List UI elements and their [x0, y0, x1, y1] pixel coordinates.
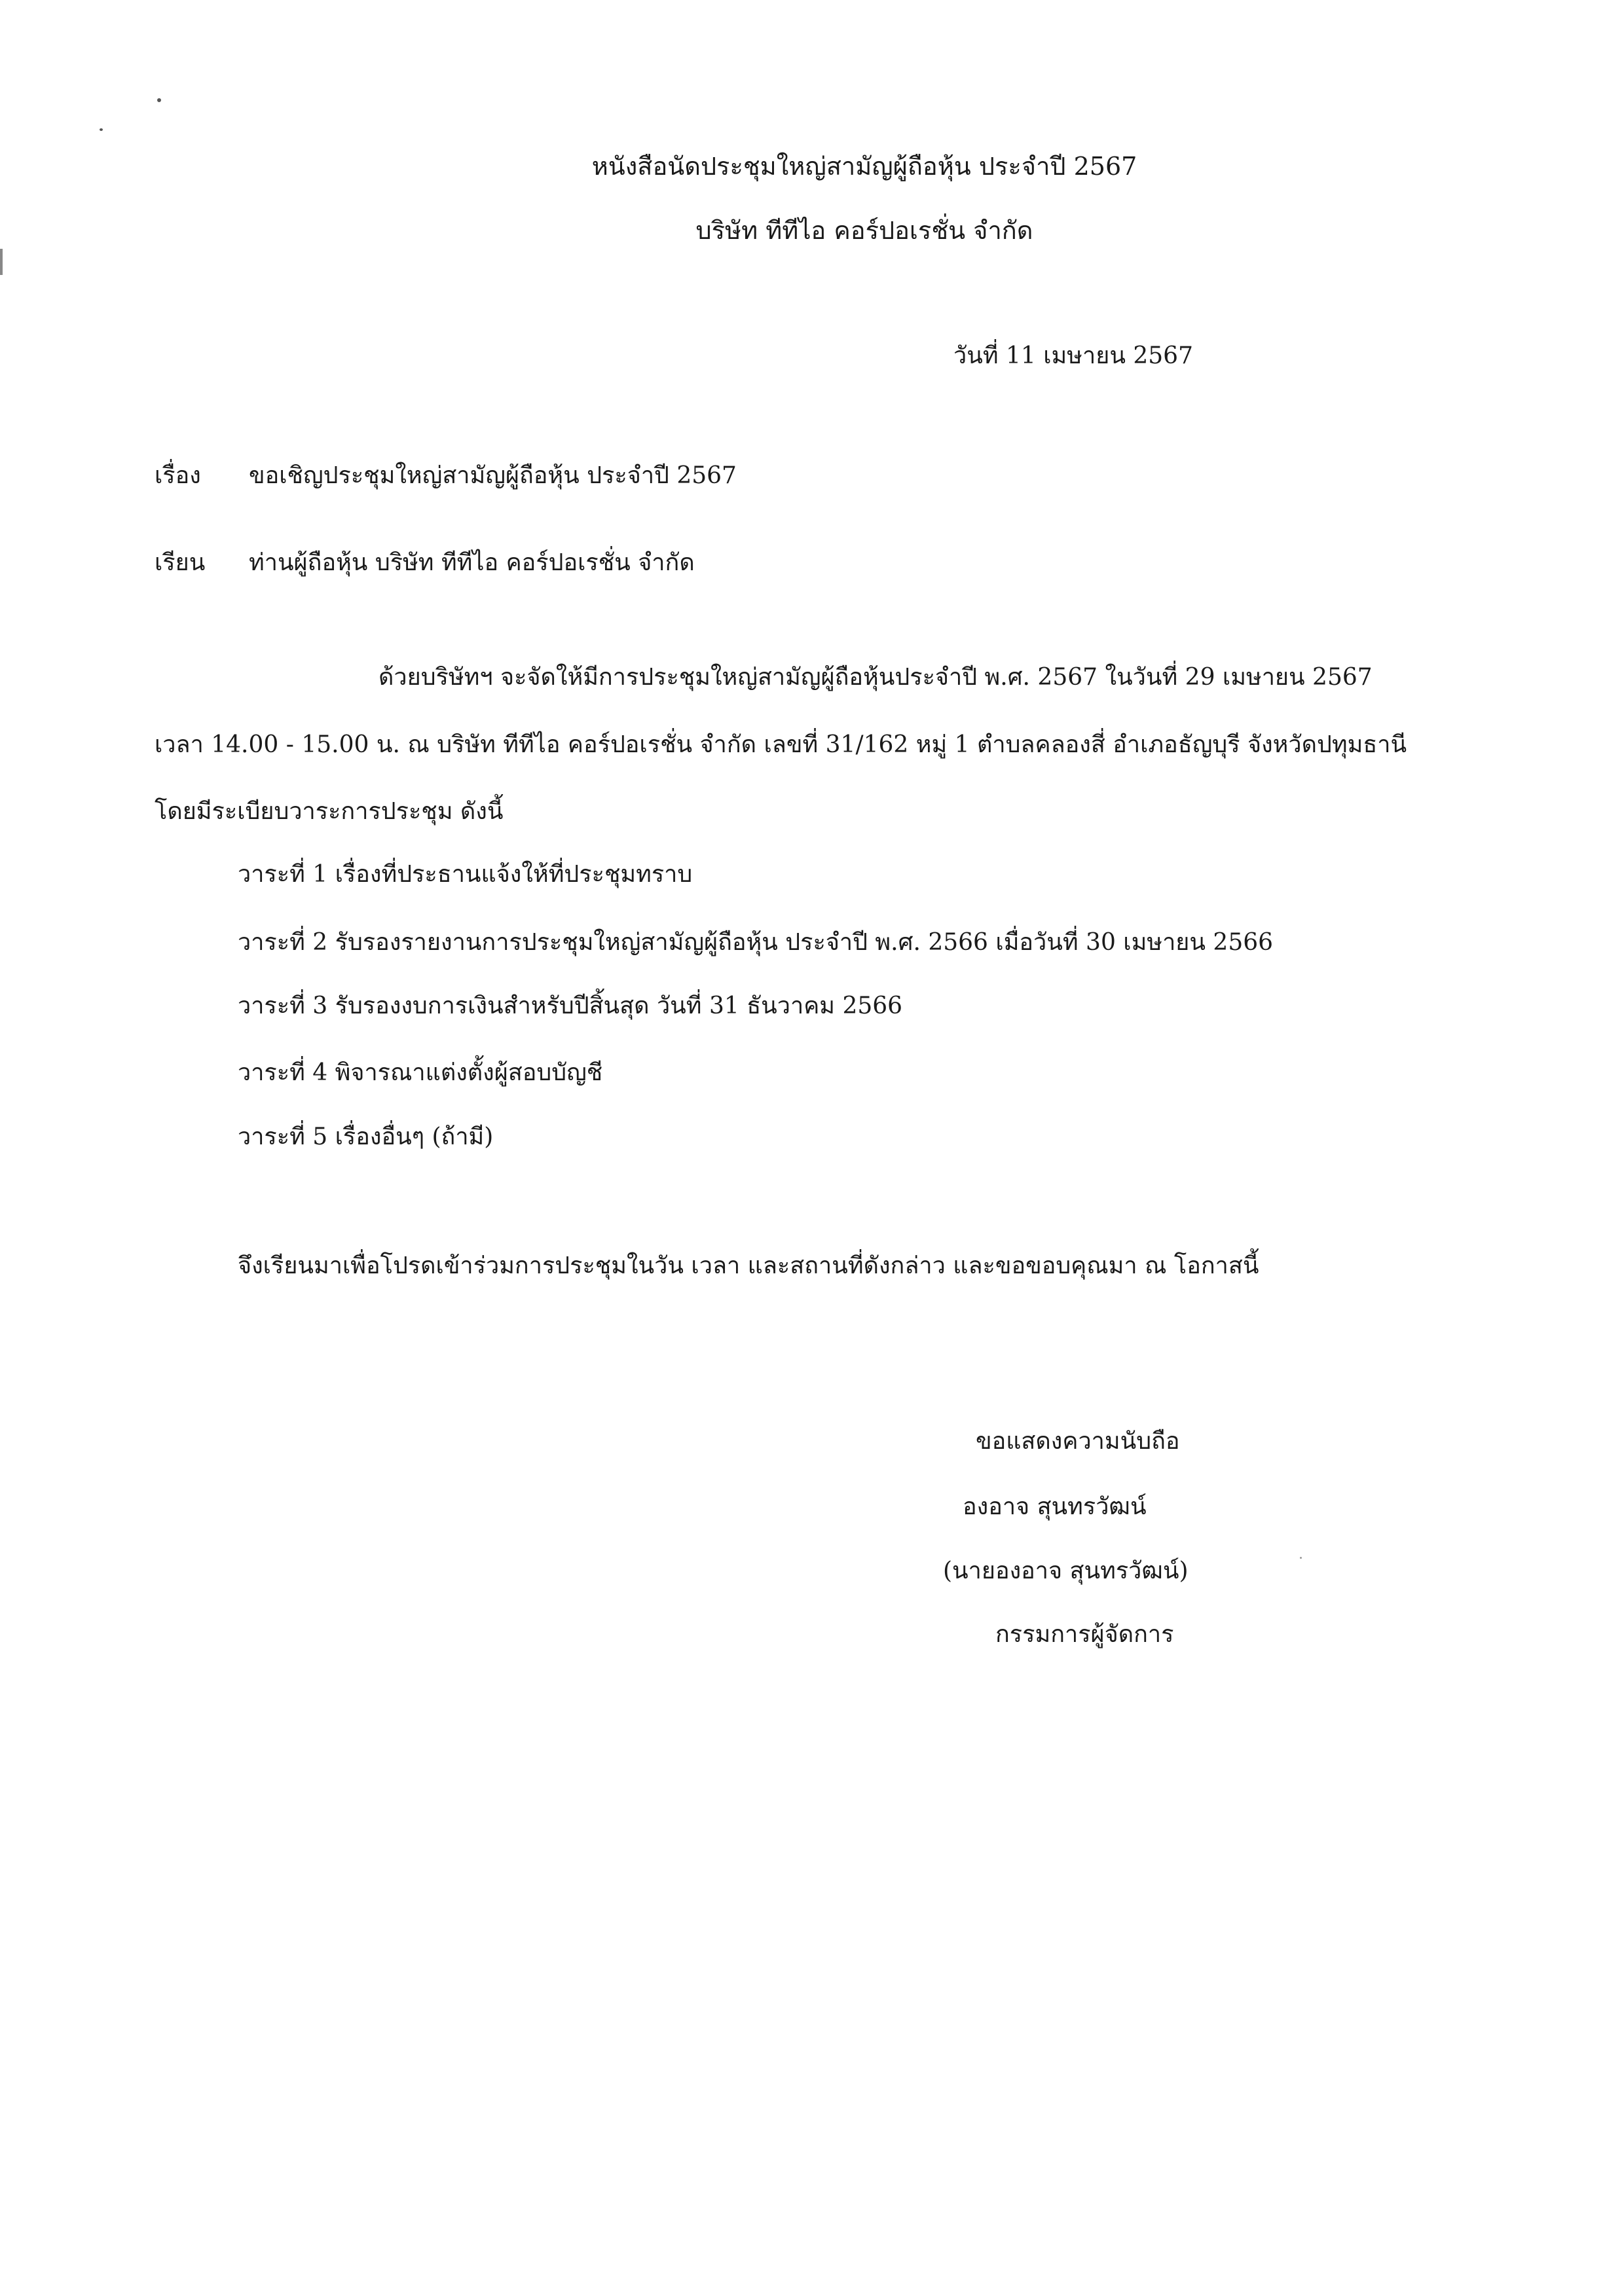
subject-label: เรื่อง	[155, 462, 201, 489]
body-line-1: ด้วยบริษัทฯ จะจัดให้มีการประชุมใหญ่สามัญผู้ถือหุ้นประจำปี พ.ศ. 2567 ในวันที่ 29 เมษายน 2567	[378, 664, 1373, 691]
closing-paragraph: จึงเรียนมาเพื่อโปรดเข้าร่วมการประชุมในวัน เวลา และสถานที่ดังกล่าว และขอขอบคุณมา ณ โอกาสนี้	[238, 1252, 1259, 1279]
agenda-item: วาระที่ 1 เรื่องที่ประธานแจ้งให้ที่ประชุมทราบ	[238, 861, 693, 888]
scan-edge-mark	[0, 249, 3, 275]
agenda-item: วาระที่ 3 รับรองงบการเงินสำหรับปีสิ้นสุด วันที่ 31 ธันวาคม 2566	[238, 993, 903, 1019]
recipient-text: ท่านผู้ถือหุ้น บริษัท ทีทีไอ คอร์ปอเรชั่น จำกัด	[249, 549, 695, 576]
signature-regards: ขอแสดงความนับถือ	[976, 1428, 1180, 1455]
document-title: หนังสือนัดประชุมใหญ่สามัญผู้ถือหุ้น ประจำปี 2567	[591, 152, 1137, 181]
scan-speck	[100, 128, 103, 131]
body-line-2: เวลา 14.00 - 15.00 น. ณ บริษัท ทีทีไอ คอร์ปอเรชั่น จำกัด เลขที่ 31/162 หมู่ 1 ตำบลคลองสี่ อำเภอธัญบุรี จังหวัดปทุมธานี	[155, 731, 1407, 758]
agenda-item: วาระที่ 2 รับรองรายงานการประชุมใหญ่สามัญผู้ถือหุ้น ประจำปี พ.ศ. 2566 เมื่อวันที่ 30 เมษายน 2566	[238, 929, 1274, 956]
signature-position: กรรมการผู้จัดการ	[995, 1621, 1174, 1648]
letter-date: วันที่ 11 เมษายน 2567	[953, 342, 1193, 369]
recipient-label: เรียน	[155, 549, 206, 576]
body-line-3: โดยมีระเบียบวาระการประชุม ดังนี้	[155, 798, 504, 825]
signature-signed-name: องอาจ สุนทรวัฒน์	[963, 1493, 1147, 1520]
agenda-item: วาระที่ 4 พิจารณาแต่งตั้งผู้สอบบัญชี	[238, 1059, 603, 1086]
company-name: บริษัท ทีทีไอ คอร์ปอเรชั่น จำกัด	[695, 216, 1033, 245]
scan-speck	[157, 98, 161, 102]
agenda-item: วาระที่ 5 เรื่องอื่นๆ (ถ้ามี)	[238, 1123, 494, 1150]
signature-printed-name: (นายองอาจ สุนทรวัฒน์)	[943, 1558, 1189, 1584]
scan-speck	[1300, 1557, 1302, 1559]
subject-text: ขอเชิญประชุมใหญ่สามัญผู้ถือหุ้น ประจำปี 2567	[249, 462, 737, 489]
